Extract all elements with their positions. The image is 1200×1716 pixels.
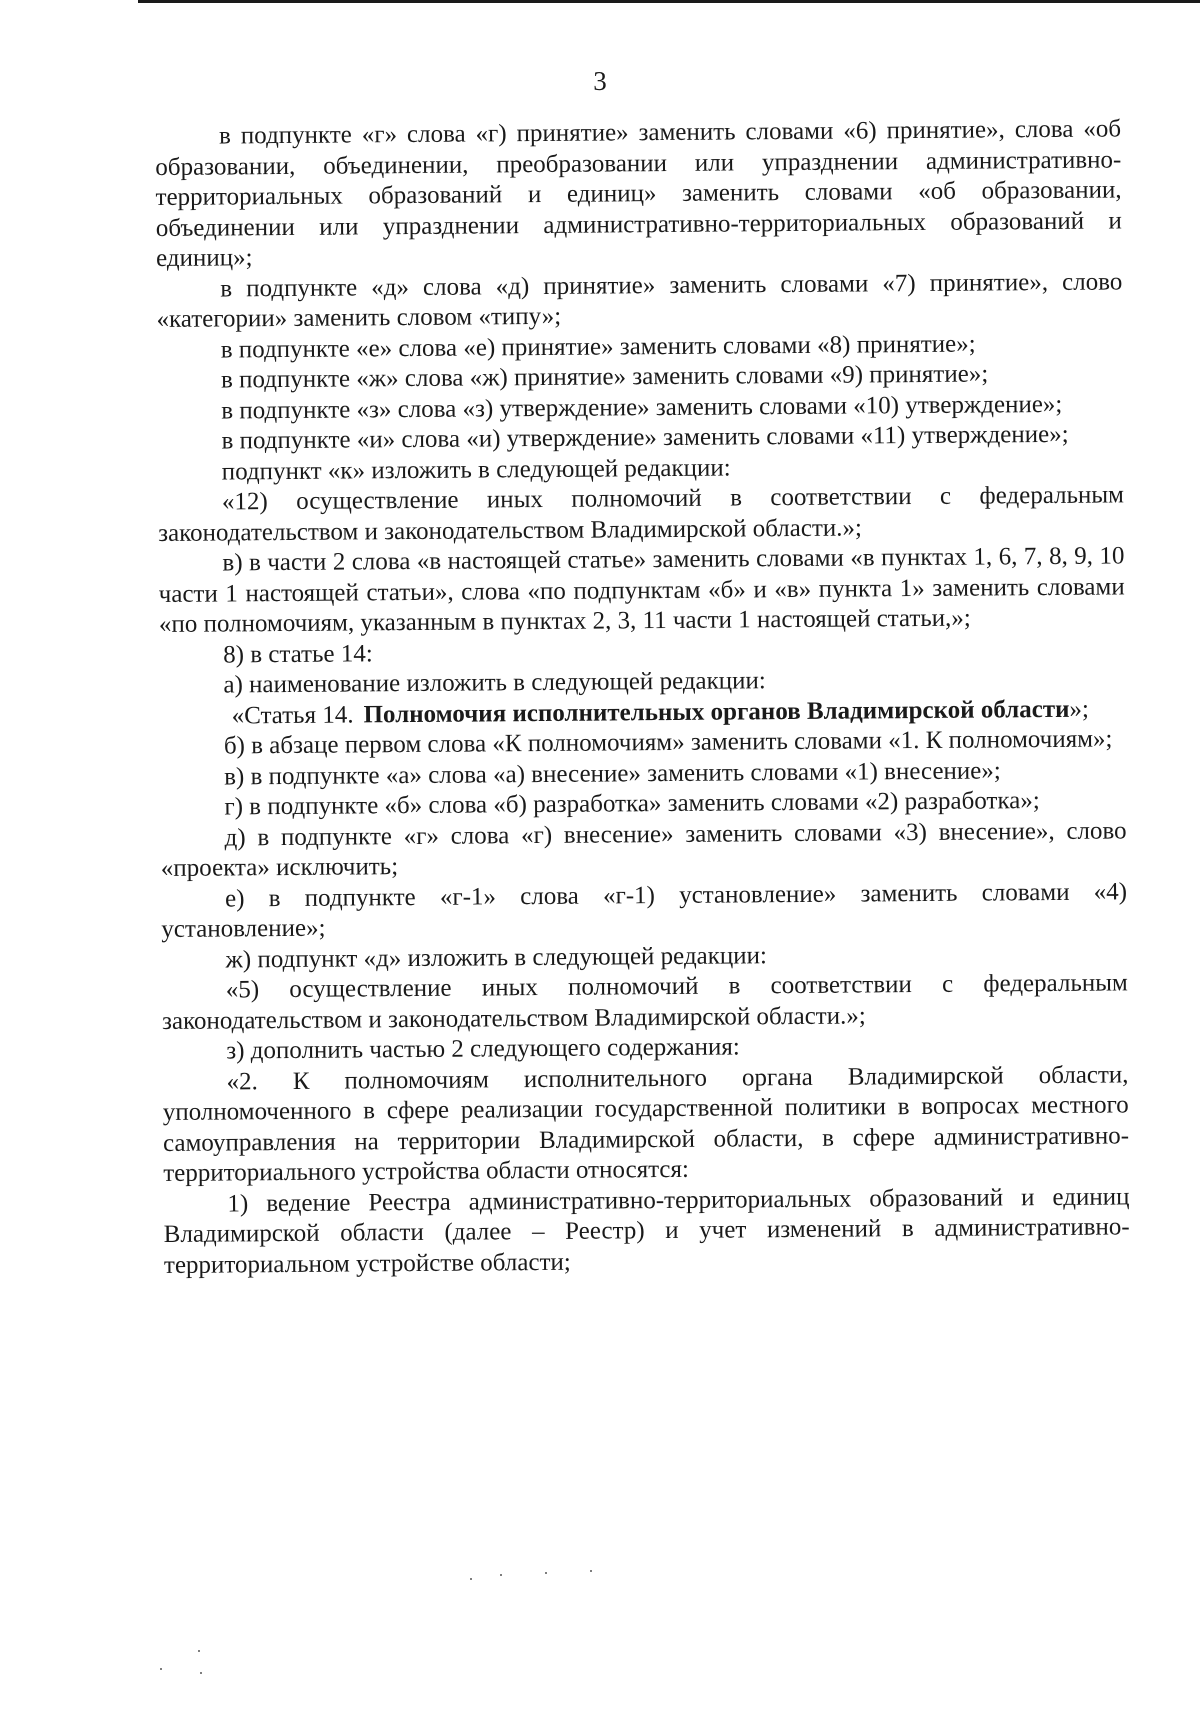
scan-speck [590, 1570, 592, 1572]
paragraph-d-subitem-g: д) в подпункте «г» слова «г) внесение» заменить словами «3) внесение», слово «проекта» исключить; [160, 816, 1127, 882]
article-heading-prefix: «Статья 14. [231, 700, 354, 729]
paragraph-subitem-i: в подпункте «и» слова «и) утверждение» заменить словами «11) утверждение»; [221, 420, 1069, 455]
paragraph-item-1-registry: 1) ведение Реестра административно-территориальных образований и единиц Владимирской области (далее – Реестр) и учет изменений в административно-территориальном устройстве области; [163, 1182, 1130, 1279]
scan-speck [500, 1574, 502, 1576]
paragraph-part-2-text: «2. К полномочиям исполнительного органа Владимирской области, уполномоченного в сфере реализации государственной политики в вопросах местного самоуправления на территории Владимирской области, в сфере административно-территориального устройства области относятся: [162, 1060, 1130, 1187]
paragraph-article-14: 8) в статье 14: [223, 639, 373, 668]
scan-speck [470, 1578, 472, 1580]
document-body [155, 114, 1130, 1281]
paragraph-part-2: в) в части 2 слова «в настоящей статье» заменить словами «в пунктах 1, 6, 7, 8, 9, 10 части 1 настоящей статьи», слова «по подпунктам «б» и «в» пункта 1» заменить словами «по полномочиям, указанным в пунктах 2, 3, 11 части 1 настоящей статьи,»; [158, 542, 1125, 638]
article-heading-title: Полномочия исполнительных органов Владимирской области [363, 695, 1070, 728]
paragraph-subitem-g: в подпункте «г» слова «г) принятие» заменить словами «6) принятие», слова «об образовании, объединении, преобразовании или упразднении административно-территориальных образований и единиц» заменить словами «об образовании, объединении или упразднении административно-территориальных образований и единиц»; [155, 115, 1122, 272]
paragraph-subitem-zh: в подпункте «ж» слова «ж) принятие» заменить словами «9) принятие»; [220, 360, 989, 394]
scan-speck [160, 1668, 162, 1670]
paragraph-zh-subitem-d: ж) подпункт «д» изложить в следующей редакции: [225, 941, 768, 973]
paragraph-subitem-e: в подпункте «е» слова «е) принятие» заменить словами «8) принятие»; [220, 330, 976, 363]
paragraph-z-add-part-2: з) дополнить частью 2 следующего содержания: [226, 1033, 740, 1065]
paragraph-g-subitem-b: г) в подпункте «б» слова «б) разработка» заменить словами «2) разработка»; [224, 787, 1040, 821]
paragraph-v-subitem-a: в) в подпункте «а» слова «а) внесение» заменить словами «1) внесение»; [224, 756, 1001, 790]
paragraph-e-subitem-g1: е) в подпункте «г-1» слова «г-1) установление» заменить словами «4) установление»; [161, 877, 1128, 943]
paragraph-subitem-k: подпункт «к» изложить в следующей редакции: [221, 453, 731, 485]
paragraph-subitem-z: в подпункте «з» слова «з) утверждение» заменить словами «10) утверждение»; [221, 390, 1063, 424]
page-number: 3 [593, 66, 607, 96]
scan-speck [545, 1572, 547, 1574]
paragraph-subitem-d: в подпункте «д» слова «д) принятие» заменить словами «7) принятие», слово «категории» заменить словом «типу»; [156, 267, 1123, 333]
paragraph-item-5: «5) осуществление иных полномочий в соответствии с федеральным законодательством и законодательством Владимирской области.»; [161, 969, 1128, 1035]
scan-speck [200, 1672, 202, 1674]
scan-speck [198, 1650, 200, 1652]
paragraph-b-first-abzac: б) в абзаце первом слова «К полномочиям» заменить словами «1. К полномочиям»; [223, 725, 1113, 760]
top-border-line [138, 0, 1200, 3]
paragraph-item-12: «12) осуществление иных полномочий в соответствии с федеральным законодательством и законодательством Владимирской области.»; [158, 481, 1125, 547]
article-heading-suffix: »; [1069, 695, 1090, 723]
paragraph-title-change: а) наименование изложить в следующей редакции: [223, 667, 766, 699]
